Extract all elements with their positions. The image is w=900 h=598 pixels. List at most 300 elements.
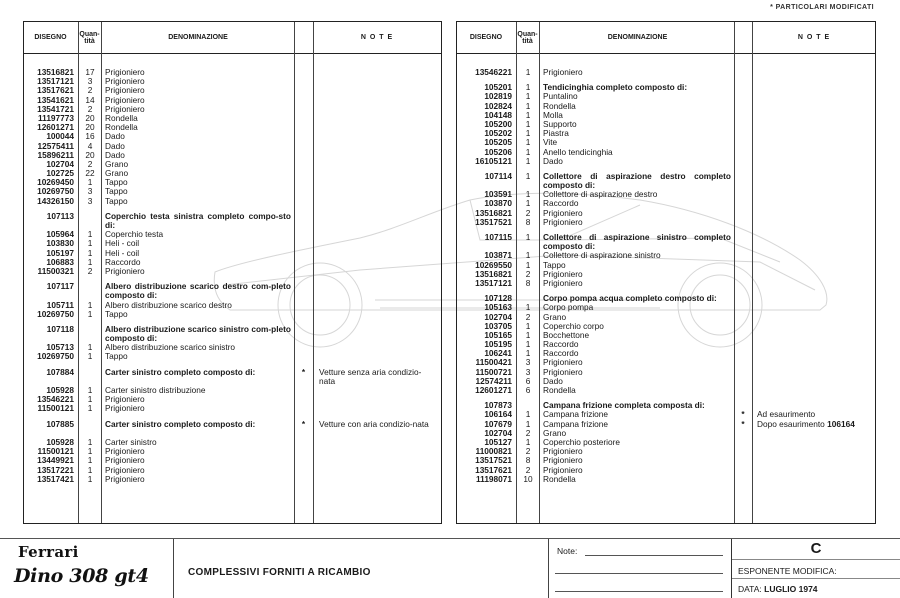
part-number: 13517621	[37, 85, 74, 96]
quantity: 1	[87, 446, 93, 457]
part-description: Prigioniero	[543, 216, 583, 227]
part-description: Prigioniero	[543, 207, 583, 218]
part-description: Tappo	[105, 195, 128, 206]
table-row	[457, 138, 875, 147]
quantity: 1	[525, 67, 531, 77]
part-number: 13546221	[475, 67, 512, 77]
part-number: 105200	[484, 118, 512, 129]
table-row	[457, 120, 875, 129]
table-row	[457, 172, 875, 190]
quantity: 22	[85, 168, 95, 179]
part-description: Tappo	[105, 177, 128, 188]
part-description: Dado	[105, 149, 125, 160]
quantity: 1	[525, 146, 531, 157]
part-number: 105205	[484, 137, 512, 148]
part-description: Corpo pompa acqua completo composto di:	[543, 293, 717, 304]
part-description: Grano	[543, 311, 567, 322]
notes-label: Note:	[557, 546, 578, 556]
part-description: Rondella	[105, 112, 138, 123]
quantity: 3	[525, 357, 531, 368]
part-number: 105197	[46, 247, 74, 258]
part-number: 105163	[484, 302, 512, 313]
part-description: Prigioniero	[543, 455, 583, 466]
table-row	[457, 303, 875, 312]
part-description: Grano	[105, 158, 129, 169]
note-text-value: Vetture con aria condizio-nata	[319, 418, 429, 429]
part-description: Tappo	[543, 259, 566, 270]
part-number: 100044	[46, 131, 74, 142]
quantity: 17	[85, 67, 95, 77]
table-row	[24, 258, 441, 267]
part-number: 10269750	[37, 308, 74, 319]
part-number: 106241	[484, 348, 512, 359]
table-row	[457, 368, 875, 377]
part-number: 15896211	[37, 149, 74, 160]
table-row	[457, 322, 875, 331]
table-row	[24, 132, 441, 141]
quantity: 3	[87, 195, 93, 206]
part-number: 103705	[484, 320, 512, 331]
part-description: Prigioniero	[105, 464, 145, 475]
date-value: LUGLIO 1974	[764, 584, 818, 594]
quantity: 1	[525, 339, 531, 350]
quantity: 10	[523, 473, 533, 484]
part-number: 102704	[46, 158, 74, 169]
quantity: 1	[525, 82, 531, 93]
table-row	[457, 456, 875, 465]
part-description: Tappo	[105, 351, 128, 362]
part-description: Albero distribuzione scarico sinistro	[105, 342, 236, 353]
part-description: Prigioniero	[543, 446, 583, 457]
part-number: 105195	[484, 339, 512, 350]
part-number: 13517421	[37, 473, 74, 484]
part-number: 107118	[46, 323, 74, 334]
quantity: 1	[87, 299, 93, 310]
part-description: Dado	[543, 155, 563, 166]
part-description: Prigioniero	[105, 403, 145, 414]
part-description: Prigioniero	[105, 85, 145, 96]
table-row	[24, 169, 441, 178]
quantity: 1	[525, 100, 531, 111]
note-text-value: Vetture senza aria condizio-nata	[319, 366, 422, 386]
part-number: 107679	[484, 418, 512, 429]
part-number: 13517521	[475, 216, 512, 227]
header-note: N O T E	[360, 34, 394, 41]
modified-marker: *	[741, 418, 745, 429]
part-number: 12574211	[475, 375, 512, 386]
part-number: 106883	[46, 256, 74, 267]
table-row	[457, 429, 875, 438]
part-description: Prigioniero	[543, 277, 583, 288]
part-description: Raccordo	[543, 348, 579, 359]
header-quantita: Quan- tità	[79, 30, 100, 45]
part-description: Prigioniero	[105, 103, 145, 114]
part-description: Prigioniero	[543, 67, 583, 77]
table-row	[457, 358, 875, 367]
quantity: 1	[525, 170, 531, 181]
part-description: Tappo	[105, 186, 128, 197]
quantity: 1	[525, 232, 531, 243]
date-field	[738, 584, 818, 594]
revision-letter: C	[810, 540, 822, 557]
quantity: 1	[87, 385, 93, 396]
part-number: 105201	[484, 82, 512, 93]
modified-marker: *	[301, 418, 306, 429]
note-text	[319, 420, 437, 429]
part-description: Dado	[105, 131, 125, 142]
parts-table-left	[23, 21, 442, 524]
table-row	[457, 420, 875, 429]
table-header-left	[24, 22, 441, 54]
part-description: Collettore di aspirazione destro completo composto di:	[543, 170, 731, 191]
part-number: 107885	[46, 418, 74, 429]
part-description: Dado	[105, 140, 125, 151]
table-row	[24, 310, 441, 319]
notes-line[interactable]	[555, 573, 723, 574]
part-description: Albero distribuzione scarico sinistro com-pleto composto di:	[105, 323, 291, 344]
quantity: 1	[525, 302, 531, 313]
part-description: Raccordo	[543, 339, 579, 350]
quantity: 3	[525, 366, 531, 377]
table-row	[24, 368, 441, 386]
quantity: 20	[85, 112, 95, 123]
part-number: 13546221	[37, 394, 74, 405]
quantity: 8	[525, 277, 531, 288]
table-row	[24, 197, 441, 206]
part-number: 105964	[46, 229, 74, 240]
title-block	[0, 538, 900, 598]
part-description: Albero distribuzione scarico destro com-pleto composto di:	[105, 281, 291, 301]
quantity: 1	[525, 436, 531, 447]
part-number: 16105121	[475, 155, 512, 166]
part-number: 11500721	[475, 366, 512, 377]
table-row	[457, 349, 875, 358]
part-number: 13449921	[37, 455, 74, 466]
part-number: 103830	[46, 238, 74, 249]
table-row	[457, 261, 875, 270]
quantity: 1	[525, 320, 531, 331]
part-description: Collettore di aspirazione destro	[543, 189, 658, 200]
quantity: 1	[525, 329, 531, 340]
part-description: Rondella	[543, 385, 576, 396]
divider	[732, 578, 900, 579]
quantity: 1	[87, 394, 93, 405]
notes-line[interactable]	[555, 591, 723, 592]
quantity: 1	[525, 109, 531, 120]
part-description: Vite	[543, 137, 558, 148]
table-row	[457, 377, 875, 386]
table-row	[24, 187, 441, 196]
quantity: 1	[87, 238, 93, 249]
table-row	[457, 313, 875, 322]
header-disegno: DISEGNO	[469, 34, 503, 41]
divider	[548, 539, 549, 598]
table-row	[457, 447, 875, 456]
part-number: 14326150	[37, 195, 74, 206]
note-text	[757, 420, 872, 429]
part-number: 13517521	[475, 455, 512, 466]
part-description: Prigioniero	[105, 76, 145, 87]
part-number: 104148	[484, 109, 512, 120]
table-row	[24, 249, 441, 258]
table-row	[24, 96, 441, 105]
quantity: 1	[87, 437, 93, 448]
quantity: 1	[87, 455, 93, 466]
part-number: 10269450	[37, 177, 74, 188]
table-row	[457, 466, 875, 475]
table-row	[457, 111, 875, 120]
part-number: 13516821	[475, 268, 512, 279]
part-number: 103870	[484, 198, 512, 209]
table-row	[24, 301, 441, 310]
part-description: Raccordo	[543, 198, 579, 209]
table-row	[24, 395, 441, 404]
dino-model-logo: Dino 308 gt4	[14, 565, 149, 587]
part-number: 107884	[46, 366, 74, 377]
part-number: 13541721	[37, 103, 74, 114]
part-number: 13541621	[37, 94, 74, 105]
part-description: Carter sinistro	[105, 437, 157, 448]
part-number: 11500121	[37, 446, 74, 457]
table-row	[24, 466, 441, 475]
table-row	[457, 270, 875, 279]
table-row	[457, 438, 875, 447]
part-number: 106164	[484, 409, 512, 420]
table-row	[24, 456, 441, 465]
table-row	[457, 157, 875, 166]
part-number: 13517621	[475, 464, 512, 475]
part-description: Prigioniero	[105, 265, 145, 276]
note-text	[319, 368, 437, 386]
part-description: Tappo	[105, 308, 128, 319]
quantity: 1	[87, 351, 93, 362]
part-description: Dado	[543, 375, 563, 386]
header-note: N O T E	[797, 34, 831, 41]
part-description: Rondella	[105, 122, 138, 133]
part-number: 11500121	[37, 403, 74, 414]
quantity: 1	[87, 464, 93, 475]
part-number: 13516821	[475, 207, 512, 218]
table-row	[457, 340, 875, 349]
part-description: Coperchio testa	[105, 229, 164, 240]
part-number: 105928	[46, 437, 74, 448]
date-label: DATA:	[738, 584, 762, 594]
header-denominazione: DENOMINAZIONE	[168, 34, 228, 41]
table-row	[24, 404, 441, 413]
part-description: Grano	[543, 427, 567, 438]
part-description: Puntalino	[543, 91, 578, 102]
table-row	[24, 230, 441, 239]
part-number: 102819	[484, 91, 512, 102]
part-description: Piastra	[543, 128, 569, 139]
table-row	[457, 331, 875, 340]
part-number: 107117	[46, 281, 74, 292]
part-number: 10269750	[37, 351, 74, 362]
quantity: 6	[525, 375, 531, 386]
part-number: 11500421	[475, 357, 512, 368]
part-description: Collettore di aspirazione sinistro completo composto di:	[543, 232, 731, 252]
part-description: Carter sinistro completo composto di:	[105, 418, 256, 429]
table-row	[457, 148, 875, 157]
esponente-modifica-label: ESPONENTE MODIFICA:	[738, 566, 837, 576]
quantity: 2	[87, 158, 93, 169]
part-number: 105928	[46, 385, 74, 396]
part-number: 105713	[46, 342, 74, 353]
parts-table-right	[456, 21, 876, 524]
quantity: 1	[525, 348, 531, 359]
table-row	[24, 212, 441, 230]
quantity: 1	[525, 137, 531, 148]
part-number: 102704	[484, 427, 512, 438]
quantity: 1	[525, 155, 531, 166]
table-row	[24, 239, 441, 248]
part-description: Prigioniero	[105, 67, 145, 77]
quantity: 2	[87, 265, 93, 276]
quantity: 1	[525, 418, 531, 429]
part-description: Supporto	[543, 118, 577, 129]
divider	[173, 539, 174, 598]
part-number: 13516821	[37, 67, 74, 77]
part-description: Bocchettone	[543, 329, 590, 340]
part-description: Anello tendicinghia	[543, 146, 613, 157]
part-number: 102725	[46, 168, 74, 179]
quantity: 1	[525, 118, 531, 129]
quantity: 3	[87, 186, 93, 197]
table-row	[24, 447, 441, 456]
quantity: 1	[525, 128, 531, 139]
part-number: 13517121	[475, 277, 512, 288]
quantity: 1	[525, 91, 531, 102]
table-row	[457, 190, 875, 199]
part-description: Coperchio corpo	[543, 320, 604, 331]
quantity: 1	[87, 247, 93, 258]
note-text-value: Ad esaurimento	[757, 409, 816, 420]
part-number: 105206	[484, 146, 512, 157]
quantity: 1	[525, 409, 531, 420]
quantity: 1	[87, 229, 93, 240]
table-row	[457, 83, 875, 92]
quantity: 1	[525, 250, 531, 261]
part-number: 105127	[484, 436, 512, 447]
document-title: COMPLESSIVI FORNITI A RICAMBIO	[188, 567, 371, 578]
table-row	[24, 352, 441, 361]
part-number: 11500321	[37, 265, 74, 276]
quantity: 2	[525, 464, 531, 475]
part-description: Carter sinistro completo composto di:	[105, 366, 256, 377]
quantity: 20	[85, 122, 95, 133]
part-number: 10269550	[475, 259, 512, 270]
table-row	[24, 282, 441, 300]
table-row	[24, 343, 441, 352]
table-row	[24, 475, 441, 484]
table-row	[24, 151, 441, 160]
note-text-value: Dopo esaurimento	[757, 418, 825, 429]
part-number: 107113	[46, 210, 74, 221]
table-row	[457, 233, 875, 251]
quantity: 2	[525, 311, 531, 322]
part-description: Prigioniero	[105, 473, 145, 484]
table-row	[457, 209, 875, 218]
modified-marker: *	[301, 366, 306, 377]
part-description: Carter sinistro distribuzione	[105, 385, 206, 396]
part-number: 10269750	[37, 186, 74, 197]
quantity: 1	[525, 189, 531, 200]
quantity: 2	[87, 103, 93, 114]
part-number: 107115	[484, 232, 512, 243]
quantity: 1	[87, 473, 93, 484]
table-row	[457, 475, 875, 484]
part-description: Prigioniero	[543, 464, 583, 475]
part-description: Corpo pompa	[543, 302, 594, 313]
part-number: 13517221	[37, 464, 74, 475]
table-row	[24, 325, 441, 343]
quantity: 2	[87, 85, 93, 96]
table-row	[24, 438, 441, 447]
part-description: Heli - coil	[105, 238, 140, 249]
table-row	[24, 178, 441, 187]
part-description: Coperchio posteriore	[543, 436, 621, 447]
part-number: 102824	[484, 100, 512, 111]
part-number: 103871	[484, 250, 512, 261]
quantity: 20	[85, 149, 95, 160]
part-number: 12575411	[37, 140, 74, 151]
rows-right	[457, 68, 875, 484]
quantity: 3	[87, 76, 93, 87]
table-row	[24, 420, 441, 438]
table-row	[457, 279, 875, 288]
part-description: Prigioniero	[543, 366, 583, 377]
rows-left	[24, 68, 441, 484]
part-description: Prigioniero	[105, 94, 145, 105]
legend-modified-parts: * PARTICOLARI MODIFICATI	[770, 4, 874, 11]
part-description: Campana frizione completa composta di:	[543, 400, 705, 411]
header-disegno: DISEGNO	[34, 34, 67, 41]
modified-marker: *	[741, 409, 745, 420]
part-description: Rondella	[543, 100, 576, 111]
quantity: 1	[87, 342, 93, 353]
quantity: 6	[525, 385, 531, 396]
notes-line[interactable]	[585, 555, 723, 556]
table-row	[24, 386, 441, 395]
part-description: Grano	[105, 168, 129, 179]
part-number: 13517121	[37, 76, 74, 87]
quantity: 16	[85, 131, 95, 142]
quantity: 1	[87, 177, 93, 188]
table-row	[457, 129, 875, 138]
part-number: 102704	[484, 311, 512, 322]
part-number: 103591	[484, 189, 512, 200]
part-description: Prigioniero	[105, 394, 145, 405]
part-number: 11000821	[475, 446, 512, 457]
table-row	[457, 386, 875, 395]
quantity: 1	[87, 308, 93, 319]
part-description: Collettore di aspirazione sinistro	[543, 250, 661, 261]
table-row	[24, 68, 441, 77]
part-number: 105711	[46, 299, 74, 310]
quantity: 1	[525, 198, 531, 209]
quantity: 2	[525, 427, 531, 438]
table-header-right	[457, 22, 875, 54]
table-row	[457, 294, 875, 303]
part-description: Prigioniero	[543, 357, 583, 368]
part-number: 11198071	[476, 473, 512, 484]
table-row	[457, 251, 875, 260]
part-description: Raccordo	[105, 256, 141, 267]
part-description: Molla	[543, 109, 563, 120]
part-number: 105165	[484, 329, 512, 340]
quantity: 14	[85, 94, 95, 105]
part-description: Heli - coil	[105, 247, 140, 258]
